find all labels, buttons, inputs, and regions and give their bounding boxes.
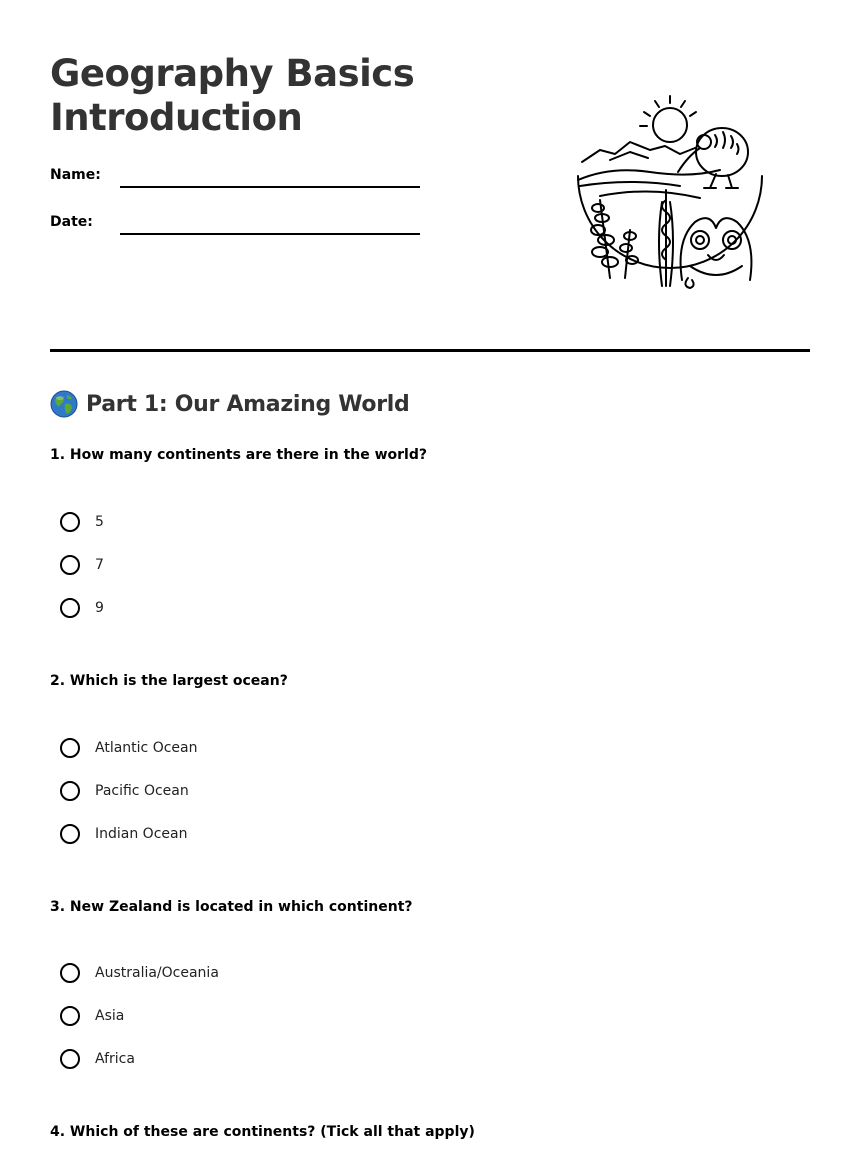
title-line-1: Geography Basics xyxy=(50,52,415,95)
option-label: Indian Ocean xyxy=(95,826,188,842)
name-label: Name: xyxy=(50,167,101,183)
name-field-row xyxy=(50,166,420,196)
date-label: Date: xyxy=(50,214,93,230)
question-1-option-3[interactable] xyxy=(60,595,104,621)
option-label: Australia/Oceania xyxy=(95,965,219,981)
sun-icon xyxy=(640,96,696,142)
option-label: Atlantic Ocean xyxy=(95,740,198,756)
section-title: Part 1: Our Amazing World xyxy=(86,391,410,417)
question-3: 3. New Zealand is located in which continent? xyxy=(50,899,413,915)
radio-button[interactable] xyxy=(60,781,80,801)
option-label: Africa xyxy=(95,1051,135,1067)
radio-button[interactable] xyxy=(60,738,80,758)
radio-button[interactable] xyxy=(60,512,80,532)
flax-plant-icon xyxy=(659,190,673,286)
radio-button[interactable] xyxy=(60,1006,80,1026)
kiwi-landscape-illustration xyxy=(570,90,770,290)
carved-face-icon xyxy=(681,218,752,288)
question-4: 4. Which of these are continents? (Tick all that apply) xyxy=(50,1124,475,1140)
lupin-flower-icon xyxy=(591,200,638,278)
section-heading xyxy=(50,388,410,420)
option-label: 5 xyxy=(95,514,104,530)
question-2: 2. Which is the largest ocean? xyxy=(50,673,288,689)
question-2-option-3[interactable] xyxy=(60,821,187,847)
question-1: 1. How many continents are there in the world? xyxy=(50,447,427,463)
page-title xyxy=(50,52,414,140)
question-3-option-1[interactable] xyxy=(60,960,219,986)
radio-button[interactable] xyxy=(60,555,80,575)
question-3-option-2[interactable] xyxy=(60,1003,124,1029)
date-field-row xyxy=(50,213,420,243)
radio-button[interactable] xyxy=(60,824,80,844)
radio-button[interactable] xyxy=(60,598,80,618)
section-divider xyxy=(50,349,810,352)
question-2-option-2[interactable] xyxy=(60,778,189,804)
question-1-option-1[interactable] xyxy=(60,509,104,535)
radio-button[interactable] xyxy=(60,963,80,983)
name-input-line[interactable] xyxy=(120,186,420,188)
globe-icon xyxy=(50,390,78,418)
option-label: 9 xyxy=(95,600,104,616)
date-input-line[interactable] xyxy=(120,233,420,235)
option-label: Pacific Ocean xyxy=(95,783,189,799)
option-label: 7 xyxy=(95,557,104,573)
question-1-option-2[interactable] xyxy=(60,552,104,578)
title-line-2: Introduction xyxy=(50,96,303,139)
option-label: Asia xyxy=(95,1008,125,1024)
kiwi-bird-icon xyxy=(678,128,748,188)
question-2-option-1[interactable] xyxy=(60,735,197,761)
radio-button[interactable] xyxy=(60,1049,80,1069)
question-3-option-3[interactable] xyxy=(60,1046,135,1072)
